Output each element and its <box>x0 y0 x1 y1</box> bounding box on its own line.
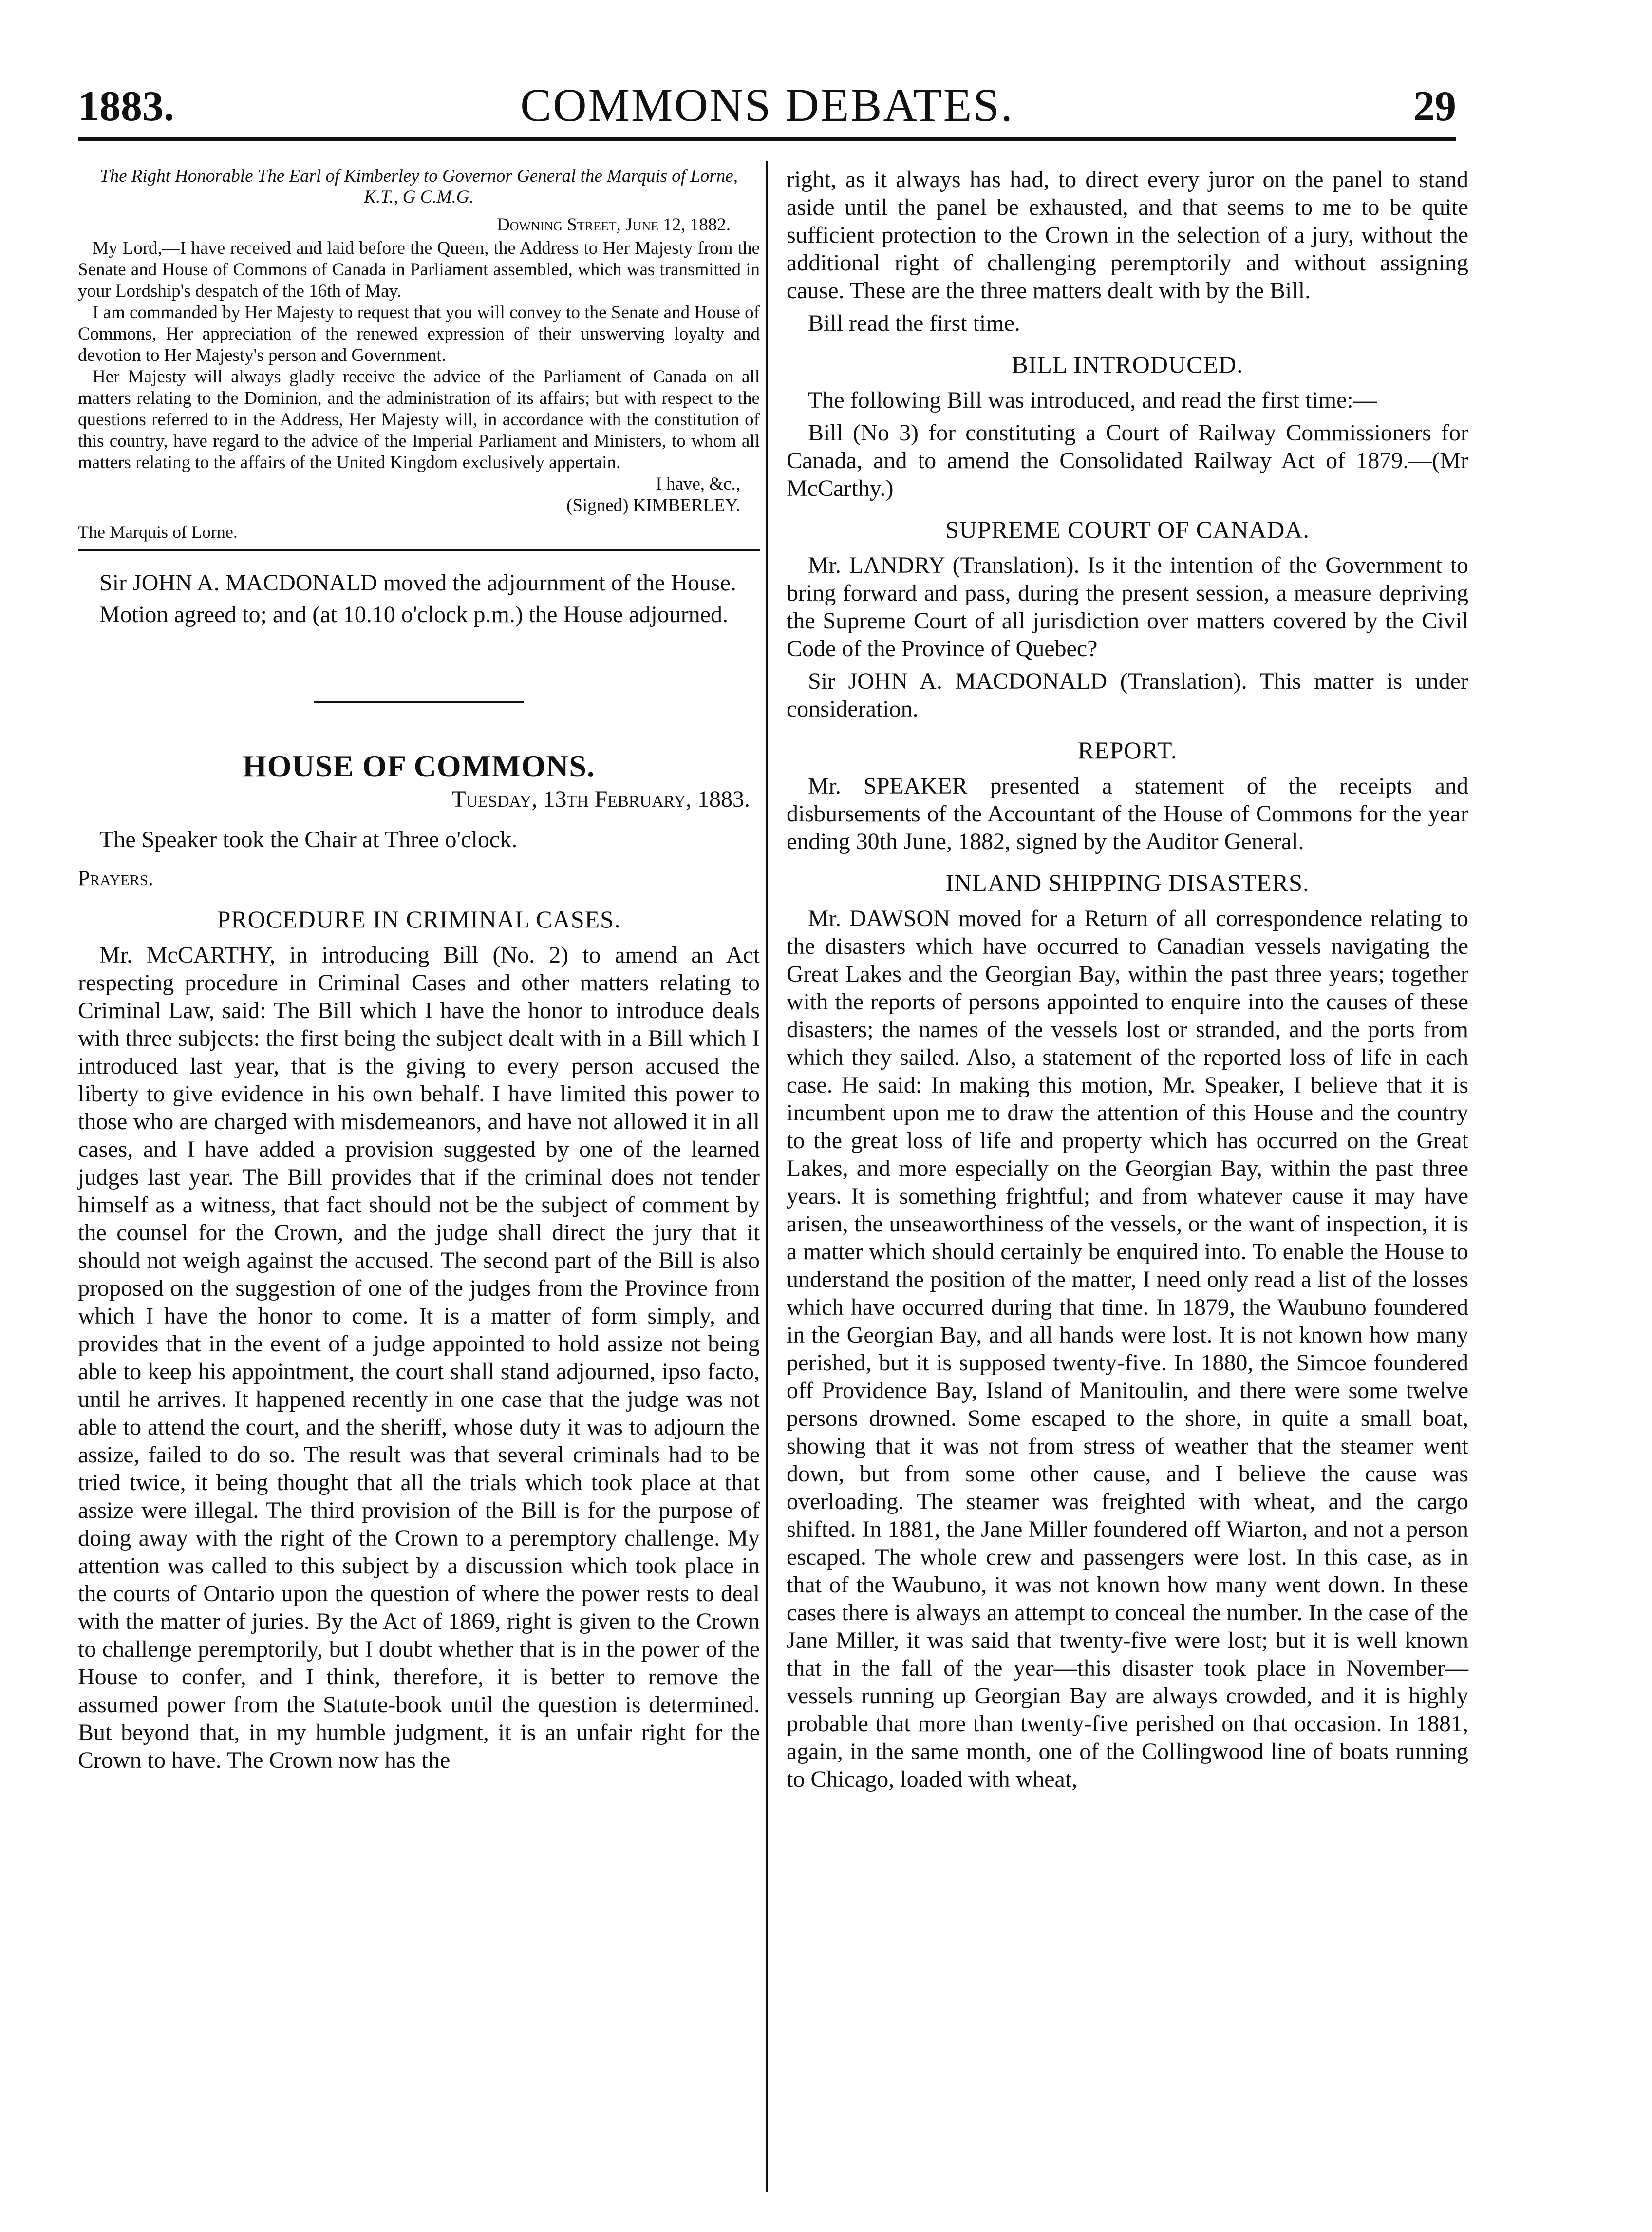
speech-continuation: right, as it always has had, to direct every juror on the panel to stand aside until the panel be exhausted, and that seems to me to be quite sufficient protection to the Crown in the selection of a jury, without the additional right of challenging peremptorily and without assigning cause. These are the three matters dealt with by the Bill. <box>787 167 1468 303</box>
letter-box <box>78 166 760 551</box>
right-column <box>787 166 1468 1793</box>
letter-addressee: The Marquis of Lorne. <box>78 522 238 542</box>
header-page-number: 29 <box>1413 83 1456 130</box>
letter-dateline: Downing Street, June 12, 1882. <box>496 215 731 235</box>
adjournment-motion: Sir JOHN A. MACDONALD moved the adjournment of the House. <box>99 570 736 596</box>
house-title: HOUSE OF COMMONS. <box>243 749 595 783</box>
section-heading-criminal-cases: PROCEDURE IN CRIMINAL CASES. <box>217 906 621 933</box>
letter-signature: (Signed) KIMBERLEY. <box>566 495 740 515</box>
section-separator <box>314 701 524 703</box>
report-body: Mr. SPEAKER presented a statement of the receipts and disbursements of the Accountant of the House of Commons for the year ending 30th June, 1882, signed by the Auditor General. <box>787 773 1468 854</box>
adjournment-result: Motion agreed to; and (at 10.10 o'clock p.m.) the House adjourned. <box>99 602 728 627</box>
speaker-line: The Speaker took the Chair at Three o'clock. <box>99 827 518 852</box>
letter-paragraph: My Lord,—I have received and laid before the Queen, the Address to Her Majesty from the Senate and House of Commons of Canada in Parliament assembled, which was transmitted in your Lordship's despatch of the 16th of May. <box>78 238 760 301</box>
letter-closing: I have, &c., <box>656 474 740 494</box>
dawson-speech: Mr. DAWSON moved for a Return of all correspondence relating to the disasters which have occurred to Canadian vessels navigating the Great Lakes and the Georgian Bay, within the past three years; together with the reports of persons appointed to enquire into the causes of these disasters; the names of the vessels lost or stranded, and the ports from which they sailed. Also, a statement of the reported loss of life in each case. He said: In making this motion, Mr. Speaker, I believe that it is incumbent upon me to draw the attention of this House and the country to the great loss of life and property which has occurred on the Great Lakes, and more especially on the Georgian Bay, within the past three years. It is something frightful; and from whatever cause it may have arisen, the unseaworthiness of the vessels, or the want of inspection, it is a matter which should certainly be enquired into. To enable the House to understand the position of the matter, I need only read a list of the losses which have occurred during that time. In 1879, the Waubuno foundered in the Georgian Bay, and all hands were lost. It is not known how many perished, but it is supposed twenty-five. In 1880, the Simcoe foundered off Providence Bay, Island of Manitoulin, and there were some twelve persons drowned. Some escaped to the shore, in quite a small boat, showing that it was not from stress of weather that the steamer went down, but from some other cause, and I believe the cause was overloading. The steamer was freighted with wheat, and the cargo shifted. In 1881, the Jane Miller foundered off Wiarton, and not a person escaped. The whole crew and passengers were lost. In this case, as in that of the Waubuno, it was not known how many went down. In these cases there is always an attempt to conceal the number. In the case of the Jane Miller, it was said that twenty-five were lost; but it is well known that in the fall of the year—this disaster took place in November—vessels running up Georgian Bay are always crowded, and it is highly probable that more than twenty-five perished on that occasion. In 1881, again, in the same month, one of the Collingwood line of boats running to Chicago, loaded with wheat, <box>787 906 1468 1792</box>
header-rule <box>78 137 1456 141</box>
section-heading-report: REPORT. <box>1077 737 1178 764</box>
header-year: 1883. <box>78 83 174 130</box>
page-header <box>78 73 1456 146</box>
first-reading-line: Bill read the first time. <box>808 310 1020 336</box>
bill-item: Bill (No 3) for constituting a Court of Railway Commissioners for Canada, and to amend the Consolidated Railway Act of 1879.—(Mr McCarthy.) <box>787 420 1468 501</box>
letter-body <box>78 214 760 543</box>
prayers-label: Prayers. <box>78 866 153 890</box>
bill-intro: The following Bill was introduced, and read the first time:— <box>808 387 1377 413</box>
section-heading-bill-introduced: BILL INTRODUCED. <box>1012 351 1243 378</box>
mccarthy-speech: Mr. McCARTHY, in introducing Bill (No. 2) to amend an Act respecting procedure in Criminal Cases and other matters relating to Criminal Law, said: The Bill which I have the honor to introduce deals with three subjects: the first being the subject dealt with in a Bill which I introduced last year, that is the giving to every person accused the liberty to give evidence in his own behalf. I have limited this power to those who are charged with misdemeanors, and have not allowed it in all cases, and I have added a provision suggested by one of the learned judges last year. The Bill provides that if the criminal does not tender himself as a witness, that fact should not be the subject of comment by the counsel for the Crown, and the judge shall direct the jury that it should not weigh against the accused. The second part of the Bill is also proposed on the suggestion of one of the judges from the Province from which I have the honor to come. It is a matter of form simply, and provides that in the event of a judge appointed to hold assize not being able to keep his appointment, the court shall stand adjourned, ipso facto, until he arrives. It happened recently in one case that the judge was not able to attend the court, and the sheriff, whose duty it was to adjourn the assize, failed to do so. The result was that several criminals had to be tried twice, it being thought that all the trials which took place at that assize were illegal. The third provision of the Bill is for the purpose of doing away with the right of the Crown to a peremptory challenge. My attention was called to this subject by a discussion which took place in the courts of Ontario upon the question of where the power rests to deal with the matter of juries. By the Act of 1869, right is given to the Crown to challenge peremptorily, but I doubt whether that is in the power of the House to confer, and I think, therefore, it is better to remove the assumed power from the Statute-book until the question is determined. But beyond that, in my humble judgment, it is an unfair right for the Crown to have. The Crown now has the <box>78 942 760 1773</box>
column-divider <box>766 161 768 2192</box>
macdonald-answer: Sir JOHN A. MACDONALD (Translation). This matter is under consideration. <box>787 668 1468 722</box>
section-heading-supreme-court: SUPREME COURT OF CANADA. <box>945 516 1310 543</box>
header-title: COMMONS DEBATES. <box>520 79 1014 131</box>
adjournment-text <box>78 569 760 628</box>
section-heading-inland-shipping: INLAND SHIPPING DISASTERS. <box>945 869 1310 896</box>
left-column <box>78 166 760 1774</box>
letter-paragraph: I am commanded by Her Majesty to request that you will convey to the Senate and House of Commons, Her appreciation of the renewed expression of their unswerving loyalty and devotion to Her Majesty's person and Government. <box>78 303 760 365</box>
house-date: Tuesday, 13th February, 1883. <box>451 786 750 812</box>
letter-heading: The Right Honorable The Earl of Kimberley to Governor General the Marquis of Lorne, K.T., G C.M.G. <box>100 166 738 207</box>
letter-paragraph: Her Majesty will always gladly receive the advice of the Parliament of Canada on all matters relating to the Dominion, and the administration of its affairs; but with respect to the questions referred to in the Address, Her Majesty will, in accordance with the constitution of this country, have regard to the advice of the Imperial Parliament and Ministers, to whom all matters relating to the affairs of the United Kingdom exclusively appertain. <box>78 367 760 473</box>
landry-question: Mr. LANDRY (Translation). Is it the intention of the Government to bring forward and pass, during the present session, a measure depriving the Supreme Court of all jurisdiction over matters covered by the Civil Code of the Province of Quebec? <box>787 552 1468 662</box>
